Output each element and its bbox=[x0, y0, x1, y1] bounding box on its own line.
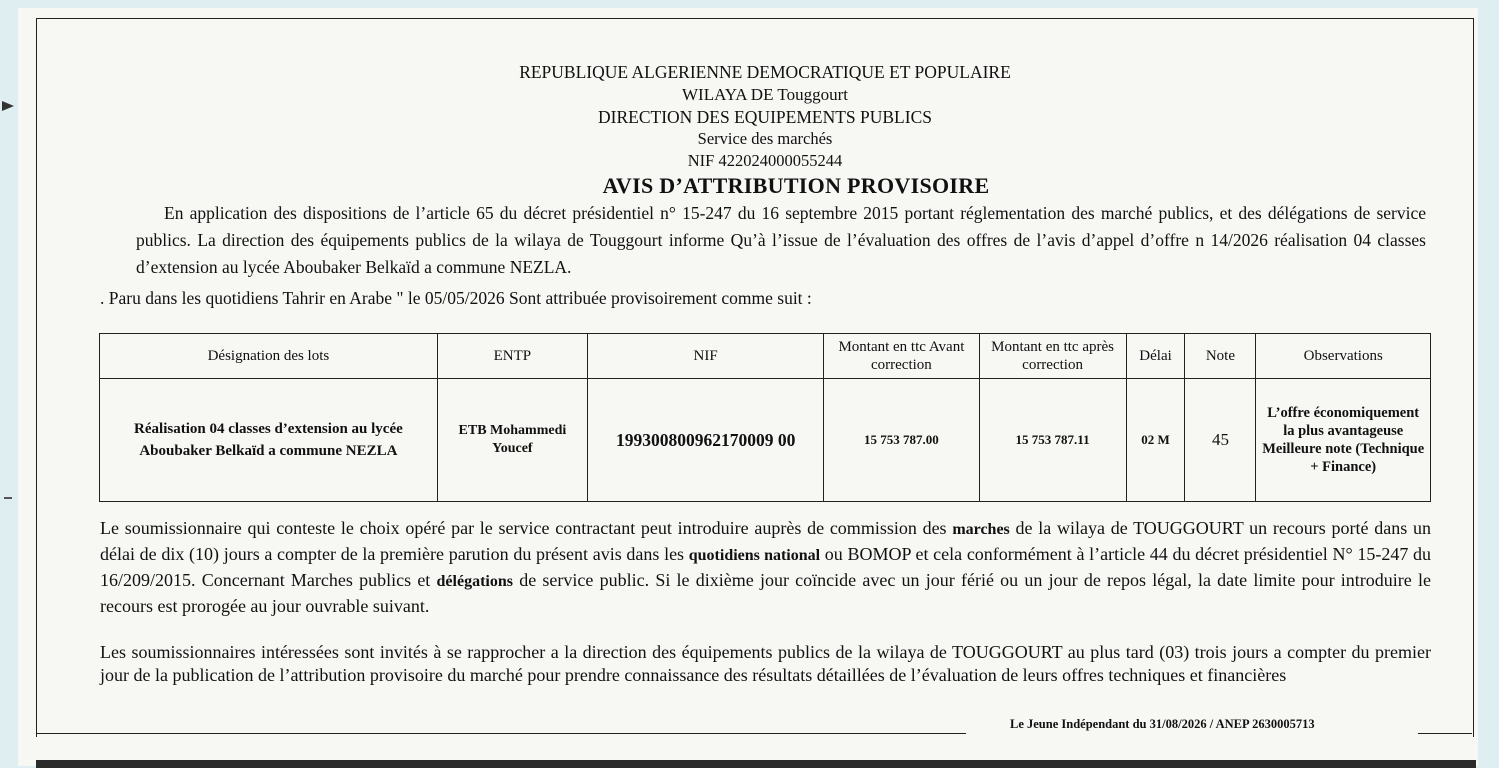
bottom-rule-left bbox=[36, 733, 966, 734]
recourse-text-2: de la wilaya de TOUGGOURT un recours porté dans un délai de dix (10) jours a compter de la première parution du présent avis dans les bbox=[100, 518, 1432, 564]
publication-line: . Paru dans les quotidiens Tahrir en Arabe " le 05/05/2026 Sont attribuée provisoirement comme suit : bbox=[100, 288, 812, 308]
bottom-rule-right bbox=[1418, 733, 1472, 734]
consultation-paragraph: Les soumissionnaires intéressées sont invités à se rapprocher a la direction des équipements publics de la wilaya de TOUGGOURT au plus tard (03) trois jours a compter du premier jour de la publication de l’attribution provisoire du marché pour prendre connaissance des résultats détaillées de l’évaluation de leurs offres techniques et financières bbox=[100, 642, 1431, 685]
intro-text: En application des dispositions de l’article 65 du décret présidentiel n° 15-247 du 16 septembre 2015 portant réglementation des marché publics, et des délégations de service publics. La direction des équipements publics de la wilaya de Touggourt informe Qu’à l’issue de l’évaluation des offres de l’avis d’appel d’offre n 14/2026 réalisation 04 classes d’extension au lycée Aboubaker Belkaïd a commune NEZLA. bbox=[136, 203, 1426, 277]
header-nif-col: NIF bbox=[587, 334, 823, 379]
header-nif: NIF 422024000055244 bbox=[687, 151, 843, 170]
header-delai: Délai bbox=[1126, 334, 1185, 379]
header-wilaya: WILAYA DE Touggourt bbox=[682, 85, 848, 104]
cell-montant-apres: 15 753 787.11 bbox=[979, 379, 1126, 502]
cell-note: 45 bbox=[1185, 379, 1256, 502]
recourse-bold-marches: marches bbox=[952, 521, 1010, 538]
recourse-bold-delegations: délégations bbox=[436, 573, 513, 590]
table-header-row bbox=[100, 334, 1431, 379]
header-montant-apres: Montant en ttc après correction bbox=[979, 334, 1126, 379]
edge-tick-mark bbox=[4, 497, 12, 499]
page-edge-strip bbox=[36, 760, 1476, 768]
cell-nif: 199300800962170009 00 bbox=[587, 379, 823, 502]
cell-delai: 02 M bbox=[1126, 379, 1185, 502]
header-note: Note bbox=[1185, 334, 1256, 379]
recourse-text-3: ou BOMOP et cela conformément à l’article 44 du décret présidentiel N° 15-247 du 16/209/2015. Concernant Marches publics et bbox=[100, 544, 1432, 590]
recourse-text-1: Le soumissionnaire qui conteste le choix opéré par le service contractant peut introduire auprès de commission des bbox=[100, 518, 953, 538]
recourse-bold-quotidiens: quotidiens national bbox=[688, 547, 821, 564]
header-service: Service des marchés bbox=[697, 129, 833, 148]
publication-footer: Le Jeune Indépendant du 31/08/2026 / ANEP 2630005713 bbox=[1010, 717, 1315, 731]
header-direction: DIRECTION DES EQUIPEMENTS PUBLICS bbox=[598, 107, 932, 127]
header-designation: Désignation des lots bbox=[100, 334, 438, 379]
attribution-table bbox=[99, 333, 1431, 502]
header-entp: ENTP bbox=[437, 334, 587, 379]
cell-entp: ETB Mohammedi Youcef bbox=[437, 379, 587, 502]
intro-paragraph bbox=[136, 200, 1426, 281]
header-montant-avant: Montant en ttc Avant correction bbox=[824, 334, 979, 379]
table-row bbox=[100, 379, 1431, 502]
cell-designation: Réalisation 04 classes d’extension au lycée Aboubaker Belkaïd a commune NEZLA bbox=[100, 379, 438, 502]
cell-observations: L’offre économiquement la plus avantageuse Meilleure note (Technique + Finance) bbox=[1256, 379, 1431, 502]
recourse-text-4: de service public. Si le dixième jour coïncide avec un jour férié ou un jour de repos légal, la date limite pour introduire le recours est prorogée au jour ouvrable suivant. bbox=[100, 570, 1431, 616]
recourse-paragraph bbox=[100, 516, 1431, 618]
cell-montant-avant: 15 753 787.00 bbox=[824, 379, 979, 502]
notice-title: AVIS D’ATTRIBUTION PROVISOIRE bbox=[602, 173, 990, 198]
header-republique: REPUBLIQUE ALGERIENNE DEMOCRATIQUE ET POPULAIRE bbox=[519, 62, 1011, 82]
header-observations: Observations bbox=[1256, 334, 1431, 379]
